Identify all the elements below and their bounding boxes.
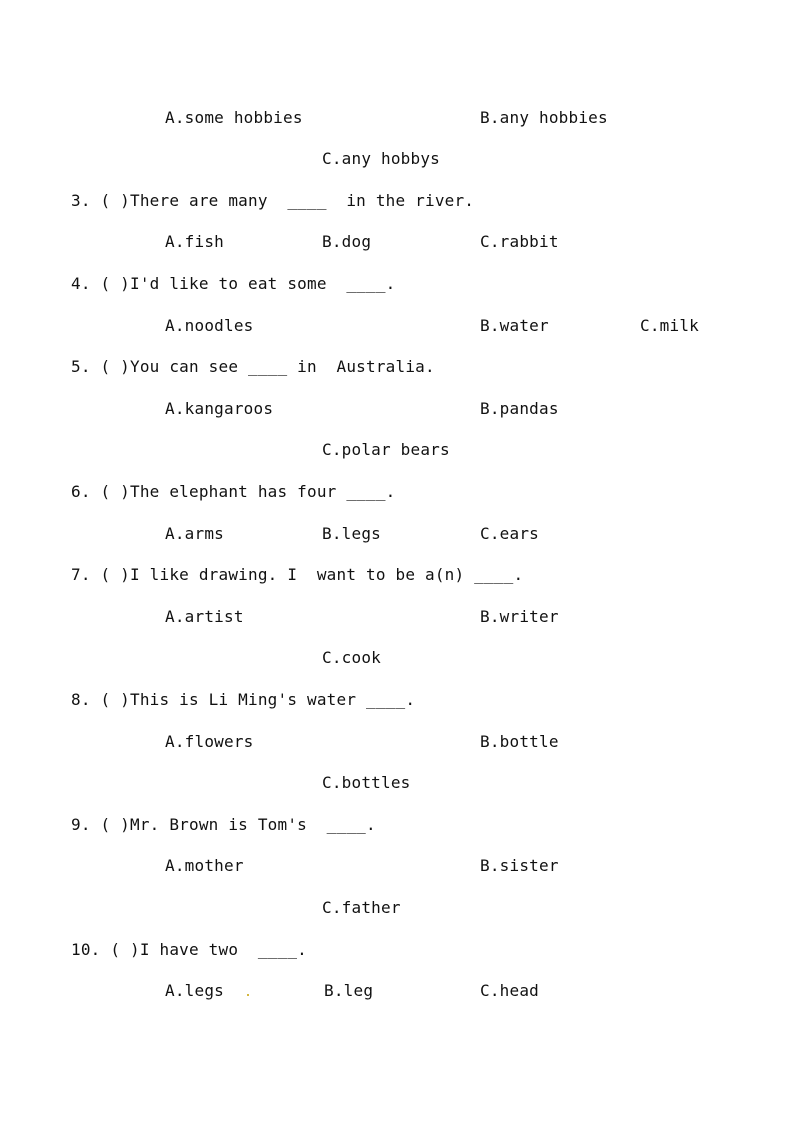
question-8: 8. ( )This is Li Ming's water ____.	[71, 690, 416, 709]
q6-option-a: A.arms	[165, 524, 224, 543]
q7-option-c: C.cook	[322, 648, 381, 667]
q9-option-c: C.father	[322, 898, 401, 917]
q4-option-a: A.noodles	[165, 316, 254, 335]
q10-option-b: B.leg	[324, 981, 374, 1000]
q5-option-a: A.kangaroos	[165, 399, 274, 418]
q7-option-b: B.writer	[480, 607, 559, 626]
q3-option-b: B.dog	[322, 232, 372, 251]
q3-option-c: C.rabbit	[480, 232, 559, 251]
q9-option-a: A.mother	[165, 856, 244, 875]
q3-option-a: A.fish	[165, 232, 224, 251]
question-10: 10. ( )I have two ____.	[71, 940, 307, 959]
q2-option-b: B.any hobbies	[480, 108, 608, 127]
question-3: 3. ( )There are many ____ in the river.	[71, 191, 475, 210]
q8-option-a: A.flowers	[165, 732, 254, 751]
q4-option-c: C.milk	[640, 316, 699, 335]
q6-option-c: C.ears	[480, 524, 539, 543]
q10-option-c: C.head	[480, 981, 539, 1000]
question-7: 7. ( )I like drawing. I want to be a(n) ____.	[71, 565, 524, 584]
question-6: 6. ( )The elephant has four ____.	[71, 482, 396, 501]
q9-option-b: B.sister	[480, 856, 559, 875]
question-5: 5. ( )You can see ____ in Australia.	[71, 357, 435, 376]
question-4: 4. ( )I'd like to eat some ____.	[71, 274, 396, 293]
stray-mark	[247, 994, 249, 996]
q2-option-a: A.some hobbies	[165, 108, 303, 127]
q8-option-b: B.bottle	[480, 732, 559, 751]
q7-option-a: A.artist	[165, 607, 244, 626]
q4-option-b: B.water	[480, 316, 549, 335]
q5-option-c: C.polar bears	[322, 440, 450, 459]
q5-option-b: B.pandas	[480, 399, 559, 418]
q10-option-a: A.legs	[165, 981, 224, 1000]
q6-option-b: B.legs	[322, 524, 381, 543]
q2-option-c: C.any hobbys	[322, 149, 440, 168]
q8-option-c: C.bottles	[322, 773, 411, 792]
question-9: 9. ( )Mr. Brown is Tom's ____.	[71, 815, 376, 834]
